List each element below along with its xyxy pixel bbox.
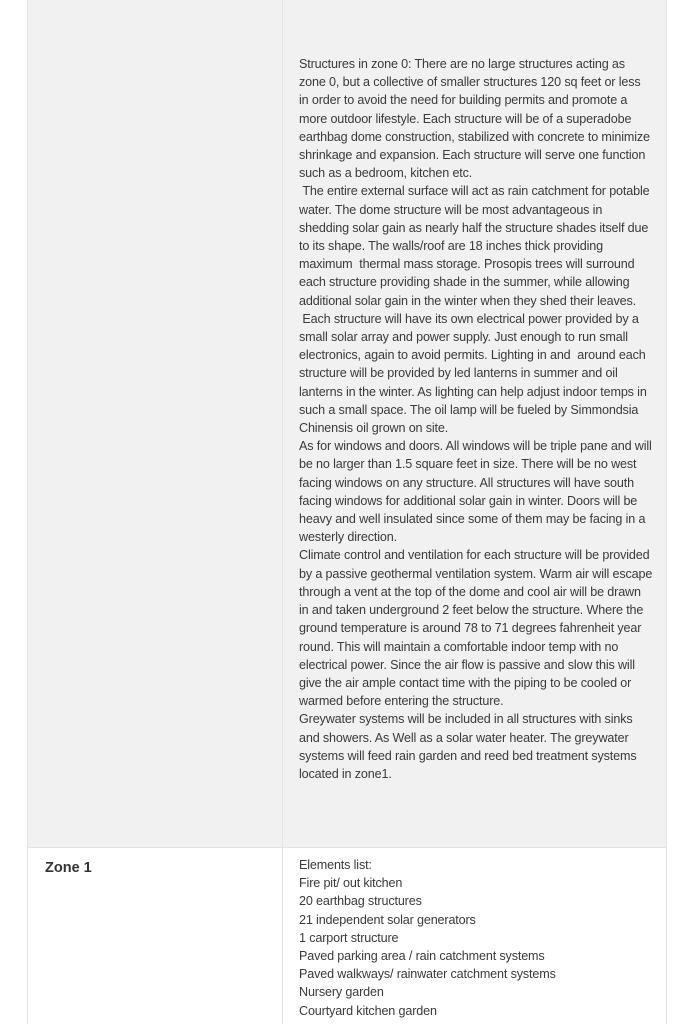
list-item: 20 earthbag structures [299,894,422,909]
zone0-paragraph: Climate control and ventilation for each structure will be provided by a passive geothermal ventilation system. Warm air will escape through a vent at the top of the dome and cool air will be drawn in and taken underground 2 feet below the structure. Where the ground temperature is around 78 to 71 degrees fahrenheit year round. This will maintain a comfortable indoor temp with no electrical power. Since the air flow is passive and slow this will give the air ample contact time with the piping to be cooled or warmed before entering the structure. [299,548,656,709]
zone0-paragraph: The entire external surface will act as rain catchment for potable water. The dome structure will be most advantageous in shedding solar gain as nearly half the structure shades itself due to its shape. The walls/roof are 18 inches thick providing maximum thermal mass storage. Prosopis trees will surround each structure providing shade in the summer, while allowing additional solar gain in the winter when they shed their leaves. [299,184,653,308]
zone0-paragraph: Structures in zone 0: There are no large structures acting as zone 0, but a collective of smaller structures 120 sq feet or less in order to avoid the need for building permits and promote a more outdoor lifestyle. Each structure will be of a superadobe earthbag dome construction, stabilized with concrete to minimize shrinkage and expansion. Each structure will serve one function such as a bedroom, kitchen etc. [299,57,654,181]
list-item: Paved parking area / rain catchment systems [299,949,545,964]
zone0-label-cell [28,0,283,847]
zone0-paragraph: Each structure will have its own electrical power provided by a small solar array and power supply. Just enough to run small electronics, again to avoid permits. Lighting in and around each structure will be provided by led lanterns in summer and oil lanterns in the winter. As lighting can help adjust indoor temps in such a small space. The oil lamp will be fueled by Simmondsia Chinensis oil grown on site. [299,311,651,436]
zone1-elements-heading: Elements list: [299,858,372,872]
zone1-elements-list [299,874,653,1020]
list-item: 1 carport structure [299,930,399,945]
list-item: 21 independent solar generators [299,912,476,927]
zones-table [27,0,667,1024]
list-item: Nursery garden [299,985,384,1000]
zone0-row [28,0,666,847]
zone1-row [28,847,666,1024]
zone1-title: Zone 1 [45,860,92,876]
list-item: Courtyard kitchen garden [299,1003,437,1018]
list-item: Paved walkways/ rainwater catchment systems [299,967,556,982]
zone1-elements-cell [283,848,665,1024]
zone1-label-cell [28,848,283,1024]
zone0-description-cell [283,0,665,847]
list-item: Fire pit/ out kitchen [299,876,403,891]
zone0-paragraph: Greywater systems will be included in all structures with sinks and showers. As Well as a solar water heater. The greywater systems will feed rain garden and reed bed treatment systems located in zone1. [299,712,640,781]
zone0-paragraph: As for windows and doors. All windows will be triple pane and will be no larger than 1.5 square feet in size. There will be no west facing windows on any structure. All structures will have south facing windows for additional solar gain in winter. Doors will be heavy and well insulated since some of them may be facing in a westerly direction. [299,439,656,545]
